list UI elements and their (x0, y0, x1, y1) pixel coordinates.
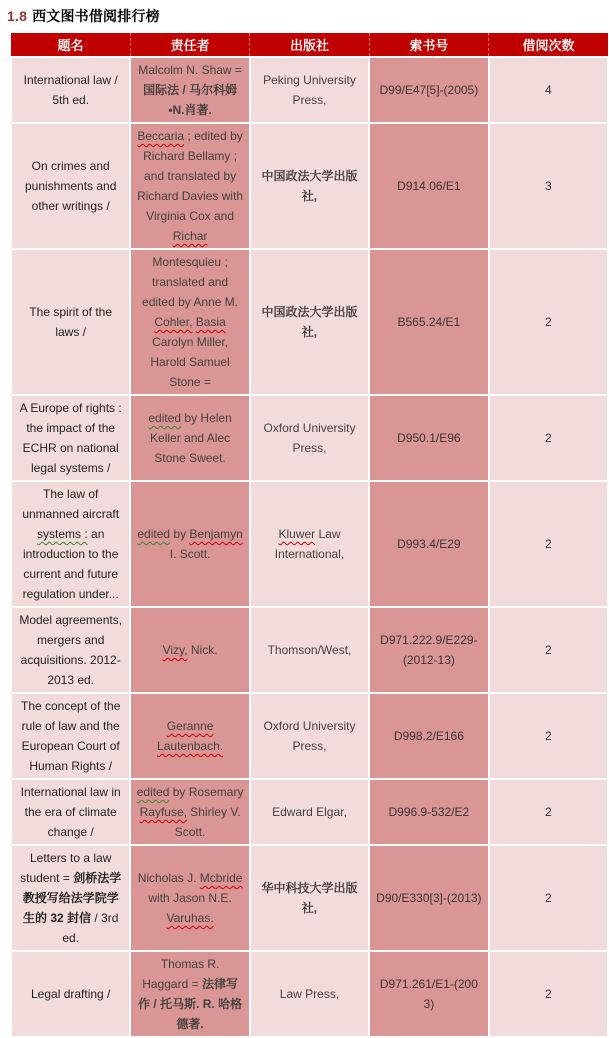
cell-call-no: B565.24/E1 (369, 249, 488, 395)
cell-call-no: D950.1/E96 (369, 395, 488, 481)
text-segment: Richar (172, 229, 208, 243)
cell-count: 2 (489, 395, 608, 481)
text-segment: 中国政法大学出版社, (261, 169, 358, 203)
table-row (11, 693, 608, 779)
table-row (11, 57, 608, 123)
text-segment: by (170, 527, 190, 541)
text-segment: Basia (195, 315, 226, 329)
text-segment: The law of unmanned aircraft (22, 487, 120, 521)
cell-title: International law / 5th ed. (11, 57, 130, 123)
text-segment: Vizy, (162, 643, 188, 657)
text-segment: Montesquieu ; translated and edited by Anne M. (142, 255, 239, 309)
table-header (11, 33, 608, 57)
text-segment: by Helen Keller and Alec Stone Sweet. (150, 411, 232, 465)
text-segment: Letters to a law student = (20, 851, 112, 885)
header-cell-author: 责任者 (130, 33, 249, 57)
cell-author (130, 951, 249, 1037)
text-segment: / 3rd ed. (62, 911, 119, 945)
cell-title: International law in the era of climate change / (11, 779, 130, 845)
text-segment: systems : (37, 527, 88, 541)
cell-title (11, 845, 130, 951)
cell-call-no: D914.06/E1 (369, 123, 488, 249)
table-body (11, 57, 608, 1037)
text-segment: Geranne Lautenbach. (157, 719, 224, 753)
cell-call-no: D971.261/E1-(2003) (369, 951, 488, 1037)
cell-publisher (250, 123, 369, 249)
cell-publisher: Peking University Press, (250, 57, 369, 123)
cell-author (130, 607, 249, 693)
section-title-text: 西文图书借阅排行榜 (32, 8, 160, 24)
cell-count: 2 (489, 779, 608, 845)
cell-count: 2 (489, 607, 608, 693)
cell-call-no: D99/E47[5]-(2005) (369, 57, 488, 123)
cell-title (11, 481, 130, 607)
cell-count: 4 (489, 57, 608, 123)
text-segment: Thomas R. Haggard = (142, 957, 220, 991)
text-segment: Nick. (187, 643, 218, 657)
cell-title: The concept of the rule of law and the European Court of Human Rights / (11, 693, 130, 779)
cell-publisher: Edward Elgar, (250, 779, 369, 845)
cell-publisher: Oxford University Press, (250, 693, 369, 779)
cell-title: The spirit of the laws / (11, 249, 130, 395)
table-row (11, 607, 608, 693)
text-segment: 华中科技大学出版社, (261, 881, 358, 915)
text-segment: Benjamyn (189, 527, 243, 541)
page-title (7, 6, 609, 26)
text-segment: 国际法 / 马尔科姆•N.肖著. (143, 83, 238, 117)
text-segment: Cohler, (154, 315, 193, 329)
cell-author (130, 57, 249, 123)
text-segment: an introduction to the current and future regulation under... (22, 527, 119, 601)
table-row (11, 845, 608, 951)
cell-call-no: D90/E330[3]-(2013) (369, 845, 488, 951)
text-segment: 法律写作 / 托马斯. R. 哈格德著. (138, 977, 243, 1031)
table-row (11, 395, 608, 481)
cell-count: 2 (489, 845, 608, 951)
cell-call-no: D971.222.9/E229-(2012-13) (369, 607, 488, 693)
cell-count: 2 (489, 249, 608, 395)
table-row (11, 481, 608, 607)
text-segment: with Jason N.E. (148, 891, 232, 905)
text-segment: I. Scott. (169, 547, 211, 561)
header-row (11, 33, 608, 57)
table-row (11, 779, 608, 845)
section-number: 1.8 (7, 8, 28, 24)
cell-publisher: Law Press, (250, 951, 369, 1037)
cell-publisher: Oxford University Press, (250, 395, 369, 481)
text-segment: by Rosemary (169, 785, 244, 799)
text-segment: Varuhas. (166, 911, 214, 925)
text-segment: 中国政法大学出版社, (261, 305, 358, 339)
header-cell-publisher: 出版社 (250, 33, 369, 57)
cell-call-no: D998.2/E166 (369, 693, 488, 779)
text-segment: ; edited by Richard Bellamy ; and translated by Richard Davies with Virginia Cox and (137, 129, 244, 223)
text-segment: Beccaria (137, 129, 185, 143)
cell-author (130, 395, 249, 481)
cell-author (130, 693, 249, 779)
cell-publisher (250, 249, 369, 395)
text-segment: Nicholas J. (137, 871, 200, 885)
cell-count: 2 (489, 693, 608, 779)
header-cell-count: 借阅次数 (489, 33, 608, 57)
cell-publisher (250, 481, 369, 607)
cell-call-no: D993.4/E29 (369, 481, 488, 607)
header-cell-title: 题名 (11, 33, 130, 57)
cell-author (130, 779, 249, 845)
cell-count: 2 (489, 481, 608, 607)
borrow-ranking-table (10, 33, 609, 1038)
cell-call-no: D996.9-532/E2 (369, 779, 488, 845)
text-segment: Law International, (274, 527, 345, 561)
text-segment: Malcolm N. Shaw = (138, 63, 242, 77)
text-segment: Rayfuse, (139, 805, 187, 819)
table-row (11, 249, 608, 395)
text-segment: Kluwer (278, 527, 316, 541)
text-segment: Carolyn Miller, Harold Samuel Stone = (150, 335, 230, 389)
text-segment: Mcbride (199, 871, 243, 885)
cell-title: Legal drafting / (11, 951, 130, 1037)
text-segment: edited (148, 411, 182, 425)
header-cell-callno: 索书号 (369, 33, 488, 57)
cell-publisher: Thomson/West, (250, 607, 369, 693)
cell-publisher (250, 845, 369, 951)
cell-author (130, 123, 249, 249)
text-segment: 剑桥法学教授写给法学院学生的 32 封信 (22, 871, 122, 925)
cell-count: 2 (489, 951, 608, 1037)
cell-title: On crimes and punishments and other writings / (11, 123, 130, 249)
text-segment: edited (137, 527, 171, 541)
text-segment: Shirley V. Scott. (174, 805, 241, 839)
cell-author (130, 845, 249, 951)
table-row (11, 123, 608, 249)
cell-title: A Europe of rights : the impact of the ECHR on national legal systems / (11, 395, 130, 481)
cell-author (130, 249, 249, 395)
text-segment: edited (136, 785, 170, 799)
table-row (11, 951, 608, 1037)
cell-author (130, 481, 249, 607)
cell-count: 3 (489, 123, 608, 249)
cell-title: Model agreements, mergers and acquisitions. 2012-2013 ed. (11, 607, 130, 693)
